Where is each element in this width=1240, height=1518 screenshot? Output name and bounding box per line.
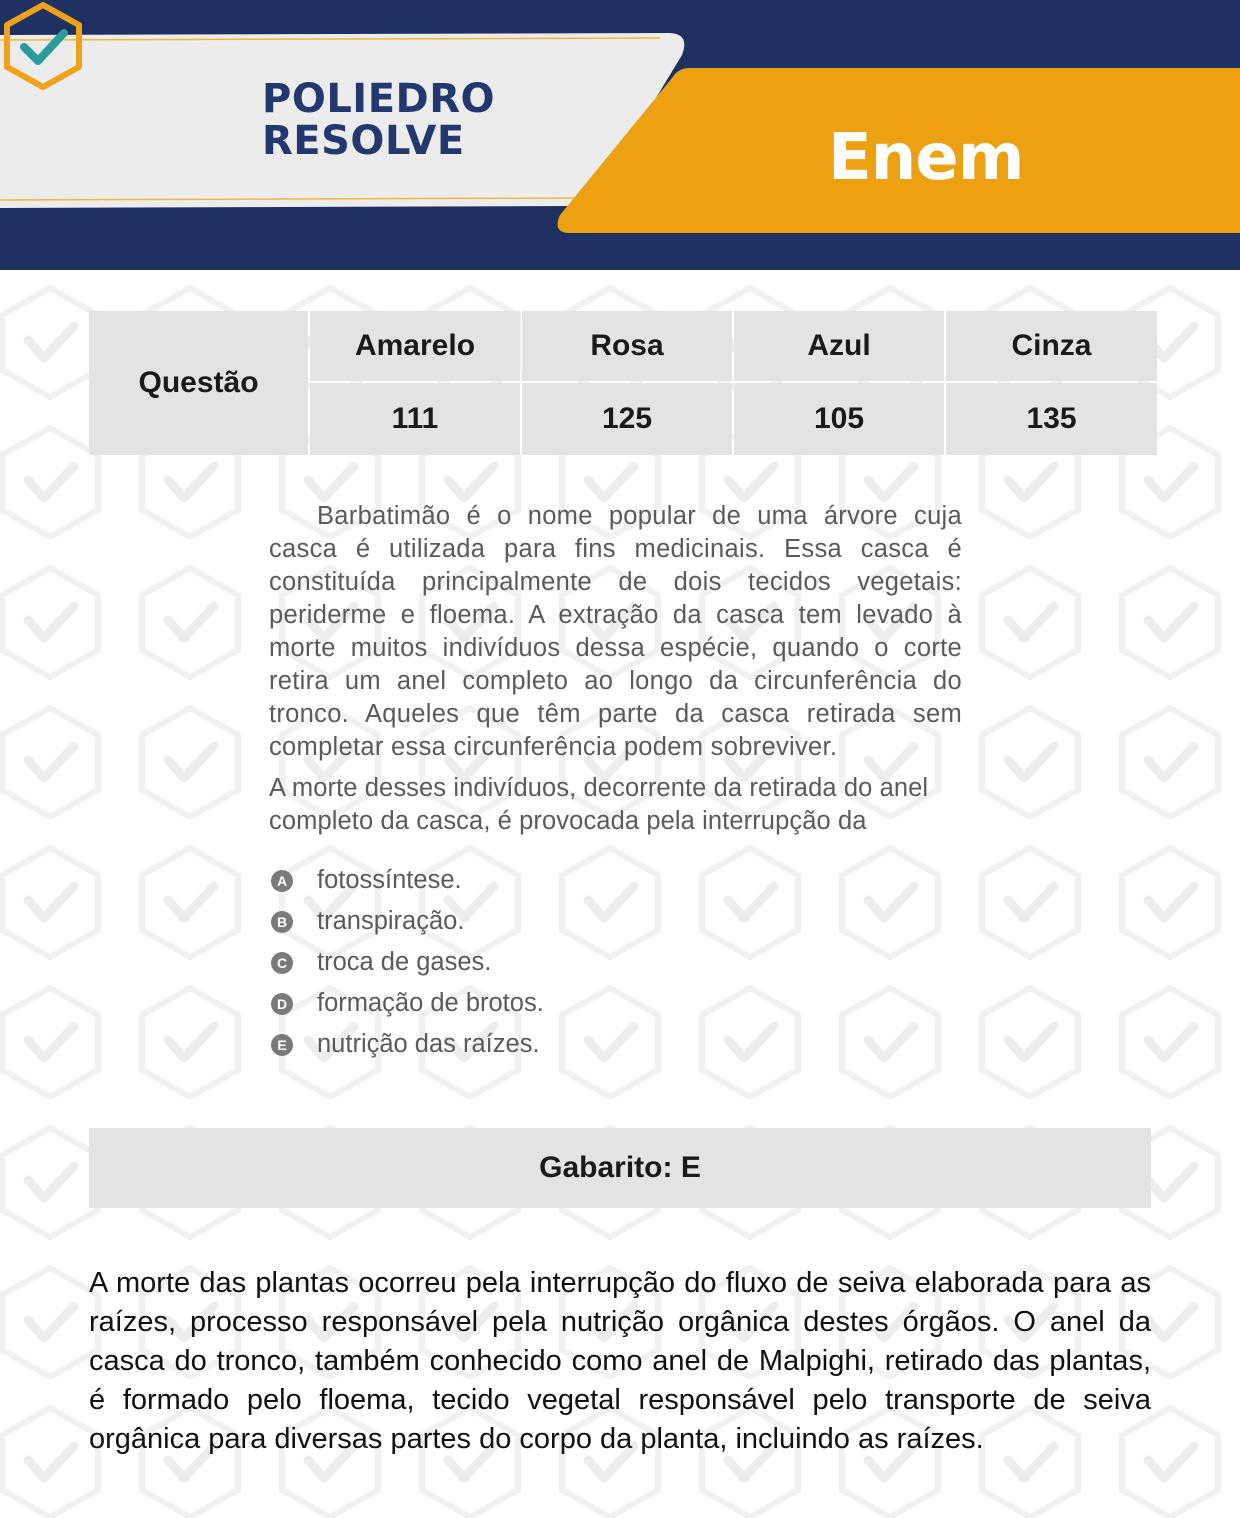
brand-line-1: POLIEDRO [262,76,496,122]
option-letter-badge: A [271,870,293,892]
version-question-number: 111 [310,383,520,455]
option-text: transpiração. [317,907,465,935]
answer-options [269,860,962,1065]
option-text: nutrição das raízes. [317,1030,540,1058]
version-question-number: 105 [734,383,944,455]
question-block [269,500,962,1065]
option-text: formação de brotos. [317,989,544,1017]
version-question-number: 135 [946,383,1157,455]
option-letter-badge: C [271,952,293,974]
version-table [89,311,1151,454]
option-letter-badge: E [271,1034,293,1056]
option-text: troca de gases. [317,948,492,976]
question-text: Barbatimão é o nome popular de uma árvore cuja casca é utilizada para fins medicinais. Essa casca é constituída principalmente de dois tecidos vegetais: periderme e floema. A extração da casca tem levado à morte muitos indivíduos dessa espécie, quando o corte retira um anel completo ao longo da circunferência do tronco. Aqueles que têm parte da casca retirada sem completar essa circunferência podem sobreviver. [269,502,962,761]
brand-logo-text [262,78,495,162]
option-letter-badge: D [271,993,293,1015]
question-prompt: A morte desses indivíduos, decorrente da retirada do anel completo da casca, é provocada pela interrupção da [269,774,929,835]
version-color-header: Rosa [522,311,732,381]
exam-title: Enem [828,121,1024,195]
question-label: Questão [89,311,308,455]
version-color-header: Amarelo [310,311,520,381]
option-d [271,983,962,1024]
version-color-header: Azul [734,311,944,381]
option-c [271,942,962,983]
option-e [271,1024,962,1065]
version-question-number: 125 [522,383,732,455]
brand-line-2: RESOLVE [262,118,465,164]
check-hexagon-icon [0,0,86,92]
version-color-header: Cinza [946,311,1157,381]
header-shapes [0,0,1240,270]
option-text: fotossíntese. [317,866,462,894]
answer-key: Gabarito: E [89,1128,1151,1208]
header-banner [0,0,1240,270]
option-a [271,860,962,901]
option-letter-badge: B [271,911,293,933]
explanation-text: A morte das plantas ocorreu pela interrupção do fluxo de seiva elaborada para as raízes, processo responsável pela nutrição orgânica destes órgãos. O anel da casca do tronco, também conhecido como anel de Malpighi, retirado das plantas, é formado pelo floema, tecido vegetal responsável pelo transporte de seiva orgânica para diversas partes do corpo da planta, incluindo as raízes. [89,1267,1151,1455]
option-b [271,901,962,942]
